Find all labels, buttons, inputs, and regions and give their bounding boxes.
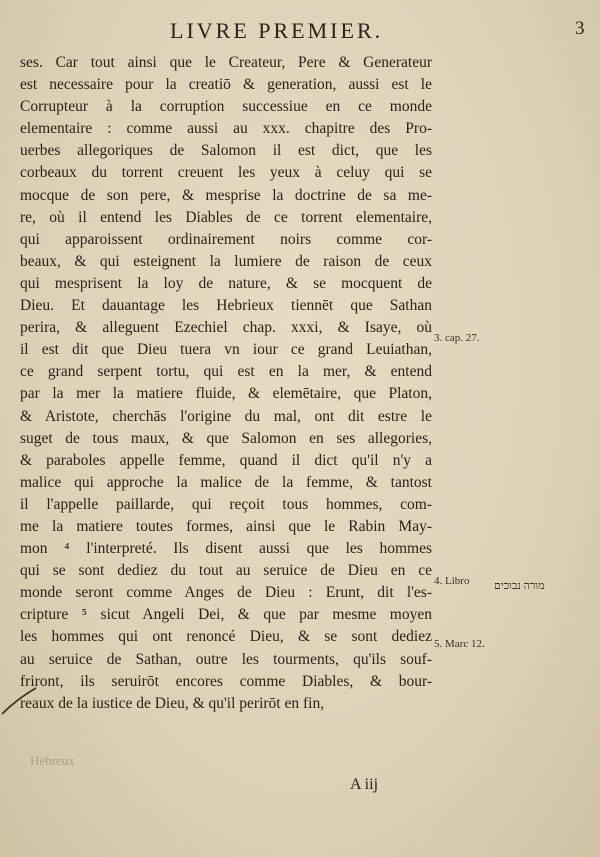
- text-line: corbeaux du torrent creuent les yeux à celuy qui se: [20, 164, 432, 182]
- text-line: perira, & alleguent Ezechiel chap. xxxi, & Isaye, où: [20, 319, 432, 337]
- text-line: qui se sont dediez du tout au seruice de Dieu en ce: [20, 562, 432, 580]
- text-line: Corrupteur à la corruption successiue en ce monde: [20, 98, 432, 116]
- margin-note: מורה נבוכים: [494, 580, 545, 592]
- text-line: re, où il entend les Diables de ce torrent elementaire,: [20, 208, 432, 226]
- text-line: est necessaire pour la creatiō & generation, aussi est le: [20, 76, 432, 94]
- text-line: par la mer la matiere fluide, & elemētaire, que Platon,: [20, 385, 432, 403]
- margin-note: 3. cap. 27.: [434, 332, 480, 344]
- running-head-title: LIVRE PREMIER.: [170, 18, 384, 43]
- text-line: au seruice de Sathan, outre les tourments, qu'ils souf-: [20, 650, 432, 668]
- text-line: monde seront comme Anges de Dieu : Erunt, dit l'es-: [20, 584, 432, 602]
- margin-note: 5. Marc 12.: [434, 638, 485, 650]
- margin-note: 4. Libro: [434, 575, 470, 587]
- page-number: 3: [575, 18, 588, 39]
- text-line: friront, ils seruirōt encores comme Diables, & bour-: [20, 672, 432, 690]
- text-line: elementaire : comme aussi au xxx. chapitre des Pro-: [20, 120, 432, 138]
- signature-mark: A iij: [350, 776, 379, 793]
- text-line: ce grand serpent tortu, qui est en la mer, & entend: [20, 363, 432, 381]
- text-line: suget de tous maux, & que Salomon en ses allegories,: [20, 429, 432, 447]
- text-line: reaux de la iustice de Dieu, & qu'il perirōt en fin,: [20, 694, 325, 712]
- bleed-through-word: Hebreux: [30, 753, 75, 768]
- text-line: & Aristote, cherchās l'origine du mal, ont dit estre le: [20, 407, 432, 425]
- main-text-block: [20, 52, 432, 715]
- text-line: Dieu. Et dauantage les Hebrieux tiennēt que Sathan: [20, 297, 432, 315]
- text-line: & paraboles appelle femme, quand il dict qu'il n'y a: [20, 451, 432, 469]
- text-line: les hommes qui ont renoncé Dieu, & se sont dediez: [20, 628, 432, 646]
- text-line: cripture ⁵ sicut Angeli Dei, & que par mesme moyen: [20, 606, 432, 624]
- text-line: me la matiere toutes formes, ainsi que le Rabin May-: [20, 517, 432, 535]
- text-line: uerbes allegoriques de Salomon il est dict, que les: [20, 142, 432, 160]
- text-line: qui apparoissent ordinairement noirs comme cor-: [20, 230, 432, 248]
- text-line: il est dit que Dieu tuera vn iour ce grand Leuiathan,: [20, 341, 432, 359]
- text-line: mocque de son pere, & mesprise la doctrine de sa me-: [20, 186, 432, 204]
- text-line: mon ⁴ l'interpreté. Ils disent aussi que les hommes: [20, 540, 432, 558]
- text-line: il l'appelle paillarde, qui reçoit tous hommes, com-: [20, 495, 432, 513]
- pen-stroke-mark: [0, 680, 40, 720]
- text-line: malice qui approche la malice de la femme, & tantost: [20, 473, 432, 491]
- margin-notes: [432, 0, 600, 857]
- text-line: ses. Car tout ainsi que le Createur, Pere & Generateur: [20, 54, 432, 71]
- text-line: qui mesprisent la loy de nature, & se mocquent de: [20, 274, 432, 292]
- text-line: beaux, & qui esteignent la lumiere de raison de ceux: [20, 252, 432, 270]
